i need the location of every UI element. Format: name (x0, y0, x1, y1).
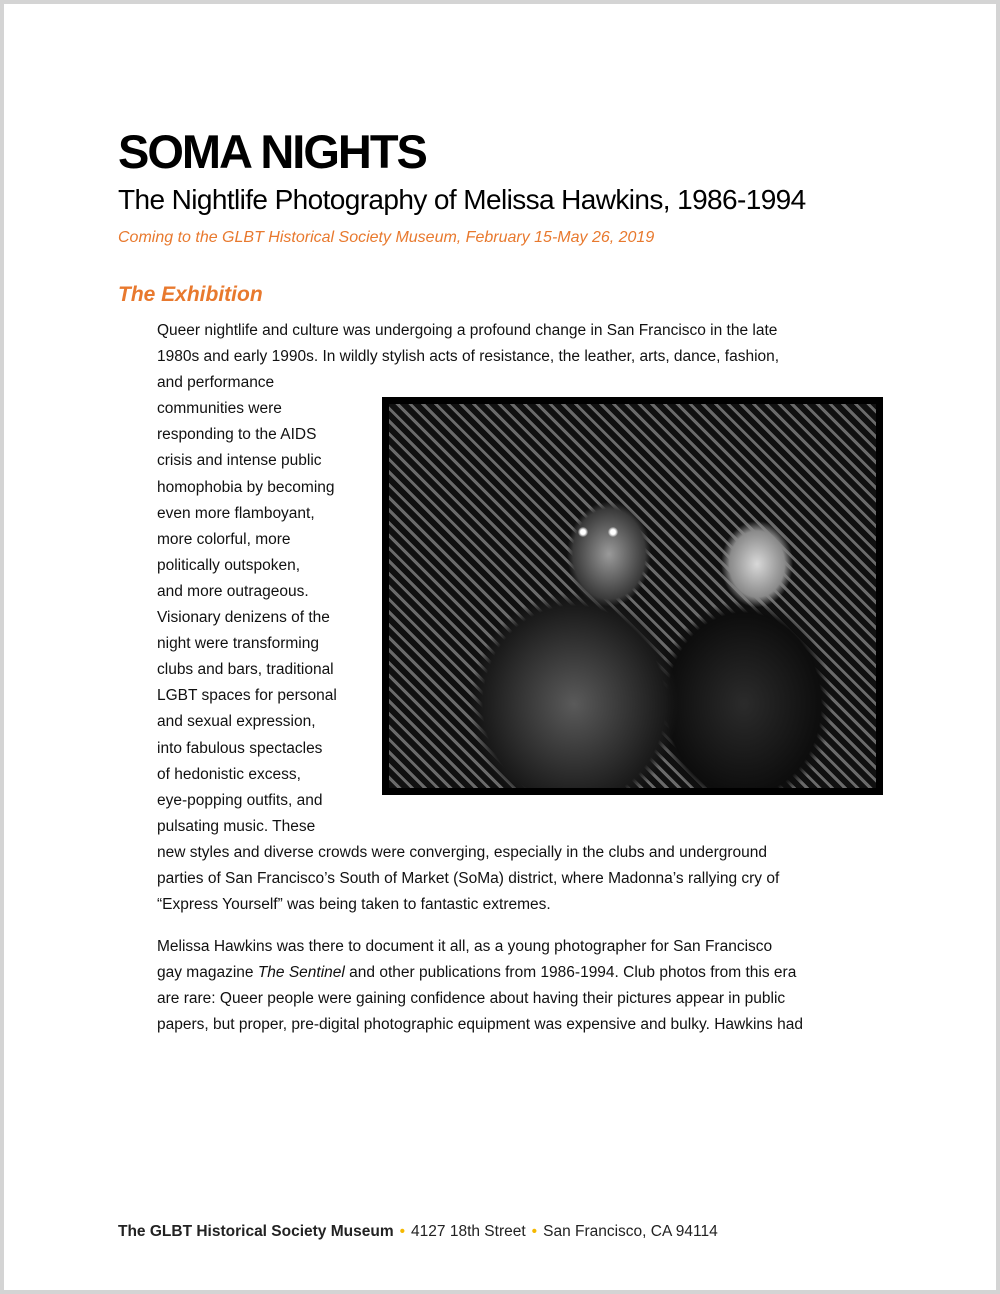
text-line: night were transforming (157, 635, 319, 653)
text-line (157, 960, 892, 986)
text-line: LGBT spaces for personal (157, 687, 337, 705)
street-address: 4127 18th Street (411, 1223, 526, 1240)
text-line: responding to the AIDS (157, 426, 317, 444)
text-line: and sexual expression, (157, 713, 316, 731)
bullet-separator-icon: • (531, 1223, 538, 1240)
text-line: homophobia by becoming (157, 478, 335, 496)
text-line: even more flamboyant, (157, 504, 315, 522)
text-line: and more outrageous. (157, 582, 309, 600)
page-subtitle: The Nightlife Photography of Melissa Hawkins, 1986-1994 (118, 184, 806, 215)
text-line: communities were (157, 400, 282, 418)
paragraph-photographer (157, 934, 892, 1038)
text-line: Visionary denizens of the (157, 609, 330, 627)
text-line: 1980s and early 1990s. In wildly stylish acts of resistance, the leather, arts, dance, fashion, (157, 348, 780, 366)
text-line: crisis and intense public (157, 452, 322, 470)
section-heading: The Exhibition (118, 283, 263, 306)
photo-highlight (578, 527, 588, 537)
text-segment: gay magazine (157, 964, 258, 982)
text-line: and performance (157, 374, 275, 392)
photo-highlight (608, 527, 618, 537)
text-line: clubs and bars, traditional (157, 661, 334, 679)
publication-title: The Sentinel (257, 964, 345, 982)
exhibition-photo (382, 397, 883, 795)
footer-address (118, 1220, 718, 1244)
text-line: Queer nightlife and culture was undergoing a profound change in San Francisco in the late (157, 322, 778, 339)
city-address: San Francisco, CA 94114 (543, 1223, 718, 1240)
text-line: more colorful, more (157, 530, 291, 548)
photo-image (389, 404, 876, 788)
text-line: papers, but proper, pre-digital photographic equipment was expensive and bulky. Hawkins had (157, 1016, 803, 1034)
bullet-separator-icon: • (399, 1223, 406, 1240)
organization-name: The GLBT Historical Society Museum (118, 1223, 394, 1240)
text-line: “Express Yourself” was being taken to fantastic extremes. (157, 896, 551, 914)
text-line: parties of San Francisco’s South of Market (SoMa) district, where Madonna’s rallying cry of (157, 869, 780, 887)
text-line: politically outspoken, (157, 556, 301, 574)
text-line: eye-popping outfits, and (157, 791, 323, 809)
text-segment: and other publications from 1986-1994. Club photos from this era (344, 964, 797, 982)
page-title: SOMA NIGHTS (118, 125, 426, 178)
text-line: new styles and diverse crowds were converging, especially in the clubs and underground (157, 843, 768, 861)
text-line: pulsating music. These (157, 817, 316, 835)
text-line: into fabulous spectacles (157, 739, 323, 757)
text-line: are rare: Queer people were gaining confidence about having their pictures appear in public (157, 990, 786, 1008)
exhibition-dates: Coming to the GLBT Historical Society Museum, February 15-May 26, 2019 (118, 229, 655, 246)
text-line: of hedonistic excess, (157, 765, 301, 783)
document-page (4, 4, 996, 1290)
text-line: Melissa Hawkins was there to document it all, as a young photographer for San Francisco (157, 938, 773, 955)
